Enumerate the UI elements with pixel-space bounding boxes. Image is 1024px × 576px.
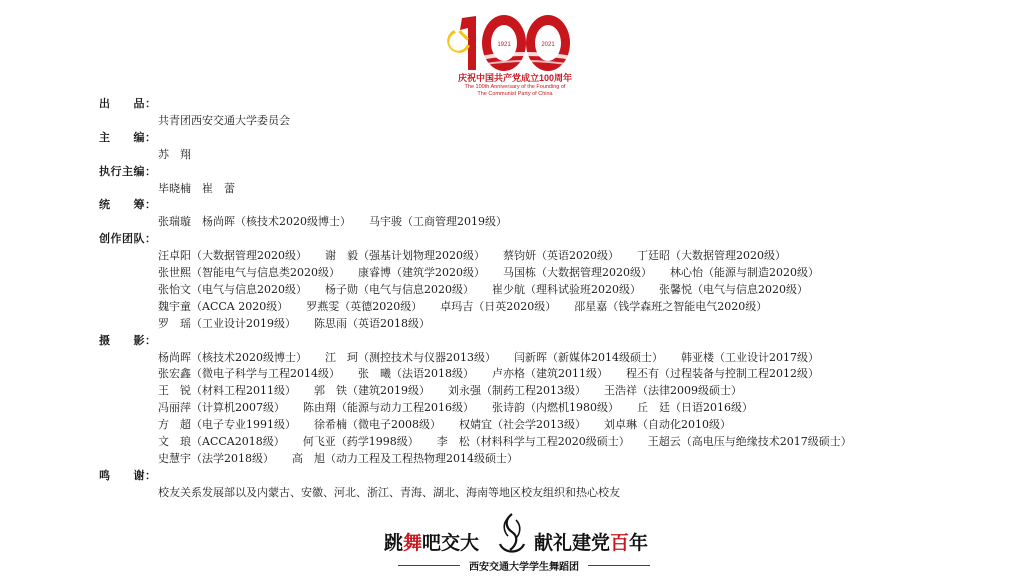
credit-names-line [158,384,742,398]
credit-names-line [158,486,620,500]
credit-name: 汪卓阳（大数据管理2020级） [158,249,307,263]
dancer-emblem-icon [494,510,530,556]
credit-names-line [158,148,191,162]
credit-name: 马宇骏（工商管理2019级） [369,215,507,229]
credit-names-line [158,215,507,229]
credit-name: 王浩祥（法律2009级硕士） [604,384,742,398]
credit-name: 杨子勋（电气与信息2020级） [325,282,474,296]
credit-name: 李 松（材料科学与工程2020级硕士） [436,435,630,448]
credit-name: 罗燕雯（英德2020级） [306,299,423,313]
credit-role: 摄 影： [99,333,157,347]
credit-names-line [158,351,819,365]
credit-name: 张瑞璇 杨尚晖（核技术2020级博士） [158,215,351,229]
credit-name: 程丕有（过程装备与控制工程2012级） [626,367,819,381]
credit-name: 苏 翔 [158,147,191,161]
credit-name: 张 曦（法语2018级） [358,367,474,381]
credit-names-line [158,317,430,331]
credit-name: 王超云（高电压与绝缘技术2017级硕士） [647,435,852,448]
logo-caption-en-1: The 100th Anniversary of the Founding of [464,84,566,90]
credit-role: 执行主编： [99,164,157,178]
credit-name: 王 锐（材料工程2011级） [158,384,296,398]
credit-names-line [158,418,731,432]
credit-role: 鸣 谢： [99,468,157,482]
credit-names-line [158,266,819,280]
credit-role: 统 筹： [99,198,157,212]
credit-name: 史慧宇（法学2018级） [158,451,274,465]
footer-title-left: 跳舞吧交大 [384,533,480,554]
credit-name: 权婧宜（社会学2013级） [459,418,586,432]
credit-name: 共青团西安交通大学委员会 [158,113,290,127]
credit-names-line [158,452,518,466]
credit-name: 刘卓琳（自动化2010级） [604,418,731,432]
credit-name: 方 超（电子专业1991级） [158,418,296,432]
credit-name: 康睿博（建筑学2020级） [358,266,485,279]
credit-name: 陈思雨（英语2018级） [314,316,430,330]
credit-name: 何飞亚（药学1998级） [302,435,419,448]
credit-name: 马国栋（大数据管理2020级） [503,266,652,279]
credit-name: 林心怡（能源与制造2020级） [670,266,819,279]
credit-names-line [158,114,290,128]
credit-role: 创作团队： [99,232,157,246]
credit-name: 江 珂（测控技术与仪器2013级） [325,350,496,364]
credit-names-line [158,435,852,449]
credit-name: 闫新晖（新媒体2014级硕士） [514,350,663,364]
footer-brand [384,510,664,576]
credit-names-line [158,182,235,196]
credit-name: 崔少航（理科试验班2020级） [492,282,641,296]
credit-name: 卓玛吉（日英2020级） [440,299,557,313]
logo-caption-en-2: The Communist Party of China [477,90,553,97]
hammer-sickle-icon [447,30,470,53]
credit-name: 邵星嘉（钱学森班之智能电气2020级） [574,299,768,313]
credit-role: 主 编： [99,130,157,144]
credit-name: 丁廷昭（大数据管理2020级） [637,249,786,263]
credit-name: 张怡文（电气与信息2020级） [158,282,307,296]
credit-name: 郭 铁（建筑2019级） [314,384,430,398]
footer-subtitle: 西安交通大学学生舞蹈团 [469,562,579,573]
credit-name: 谢 毅（强基计划物理2020级） [325,249,485,263]
credit-name: 徐希楠（微电子2008级） [314,418,441,432]
logo-caption-cn: 庆祝中国共产党成立100周年 [457,73,573,83]
credit-name: 陈由翔（能源与动力工程2016级） [303,401,474,415]
credit-name: 毕晓楠 崔 蕾 [158,181,235,195]
credit-name: 张诗韵（内燃机1980级） [492,401,619,415]
credit-name: 罗 瑶（工业设计2019级） [158,316,296,330]
credit-names-line [158,401,753,415]
credit-names-line [158,367,819,381]
credit-name: 韩亚楼（工业设计2017级） [681,350,819,364]
credit-name: 校友关系发展部以及内蒙古、安徽、河北、浙江、青海、湖北、海南等地区校友组织和热心校友 [158,485,620,499]
credit-name: 张馨悦（电气与信息2020级） [659,282,808,296]
credit-names-line [158,283,808,297]
credit-name: 冯丽萍（计算机2007级） [158,401,285,415]
credit-name: 魏宇童（ACCA 2020级） [158,299,289,313]
credit-name: 张世熙（智能电气与信息类2020级） [158,266,340,279]
credit-name: 刘永强（制药工程2013级） [448,384,586,398]
year-1921-text: 1921 [497,42,511,48]
footer-title-right: 献礼建党百年 [534,533,649,554]
logo-caption [440,73,590,97]
credit-name: 丘 廷（日语2016级） [637,401,753,415]
credit-name: 蔡钧妍（英语2020级） [503,249,619,263]
credit-names-line [158,249,786,263]
year-2021-text: 2021 [541,42,555,48]
credit-name: 文 琅（ACCA2018级） [158,435,285,448]
credit-name: 高 旭（动力工程及工程热物理2014级硕士） [292,451,518,465]
credit-name: 张宏鑫（微电子科学与工程2014级） [158,367,340,381]
credit-name: 杨尚晖（核技术2020级博士） [158,350,307,364]
credit-name: 卢亦格（建筑2011级） [492,367,608,381]
credit-role: 出 品： [99,97,157,110]
credit-names-line [158,300,767,314]
